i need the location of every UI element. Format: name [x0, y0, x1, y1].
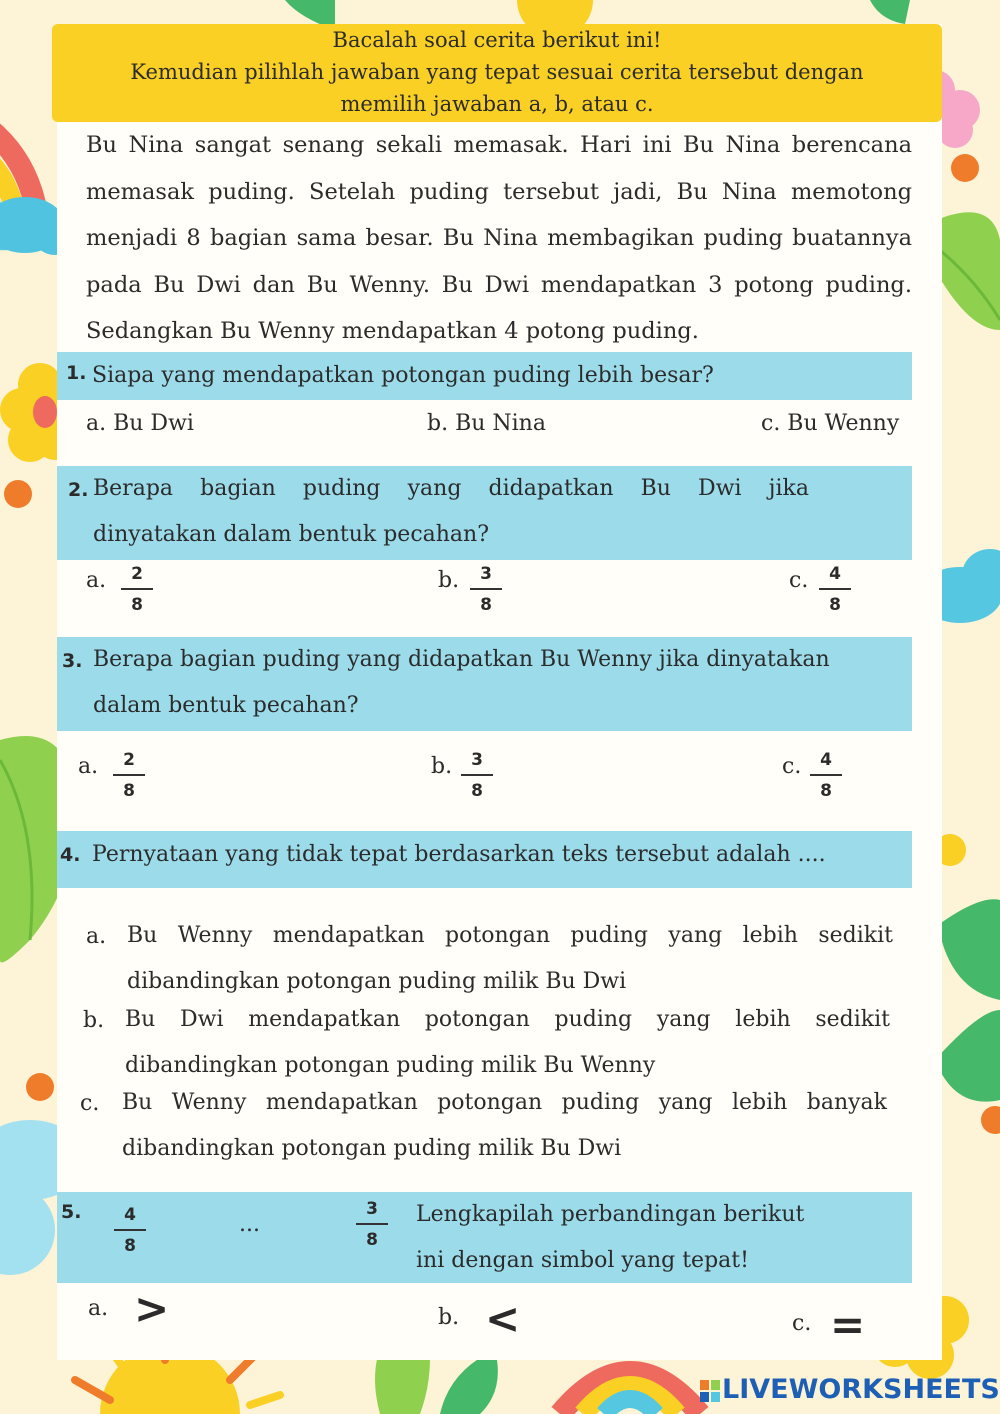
denominator: 8 [820, 781, 832, 801]
q2-option-c-label[interactable]: c. [789, 568, 809, 593]
q5-option-c-equals[interactable]: = [830, 1300, 866, 1349]
story-paragraph: Bu Nina sangat senang sekali memasak. Hari ini Bu Nina berencana memasak puding. Setelah puding tersebut jadi, Bu Nina memotong menjadi 8 bagian sama besar. Bu Nina membagikan puding buatannya pada Bu Dwi dan Bu Wenny. Bu Dwi mendapatkan 3 potong puding. Sedangkan Bu Wenny mendapatkan 4 potong puding. [86, 132, 912, 344]
leaf-right-low [935, 1010, 1000, 1102]
fraction-bar [819, 588, 851, 590]
denominator: 8 [829, 595, 841, 615]
q3-option-c-fraction[interactable] [810, 749, 842, 802]
q4-option-c-label[interactable]: c. [80, 1091, 100, 1116]
dot-left-1 [4, 480, 32, 508]
instruction-line-3: memilih jawaban a, b, atau c. [340, 92, 654, 116]
q5-option-a-greater-than[interactable]: > [134, 1284, 170, 1333]
q2-option-a-fraction[interactable] [121, 563, 153, 616]
question-5-line-2: ini dengan simbol yang tepat! [416, 1248, 749, 1273]
fraction-bar [470, 588, 502, 590]
q3-option-b-fraction[interactable] [461, 749, 493, 802]
q3-option-c-label[interactable]: c. [782, 754, 802, 779]
q4-option-a-line-2[interactable]: dibandingkan potongan puding milik Bu Dwi [127, 969, 627, 994]
q5-option-c-label[interactable]: c. [792, 1311, 812, 1336]
q4-option-b-line-1[interactable]: Bu Dwi mendapatkan potongan puding yang lebih sedikit [125, 1007, 890, 1032]
q2-option-a-label[interactable]: a. [86, 568, 107, 593]
numerator: 4 [820, 750, 832, 770]
instruction-header [52, 24, 942, 122]
q4-option-b-label[interactable]: b. [83, 1008, 105, 1033]
q5-right-fraction [356, 1198, 388, 1251]
question-1-number: 1. [66, 362, 87, 384]
q5-blank[interactable]: ... [239, 1212, 260, 1237]
q4-option-b-line-2[interactable]: dibandingkan potongan puding milik Bu Wenny [125, 1053, 656, 1078]
q5-option-a-label[interactable]: a. [88, 1296, 109, 1321]
question-4-text: Pernyataan yang tidak tepat berdasarkan teks tersebut adalah .... [92, 842, 826, 867]
instruction-line-1: Bacalah soal cerita berikut ini! [332, 28, 662, 52]
q4-option-c-line-1[interactable]: Bu Wenny mendapatkan potongan puding yang lebih banyak [122, 1090, 887, 1115]
question-2-line-1: Berapa bagian puding yang didapatkan Bu Dwi jika [93, 476, 809, 501]
q2-option-c-fraction[interactable] [819, 563, 851, 616]
q2-option-b-fraction[interactable] [470, 563, 502, 616]
numerator: 4 [829, 564, 841, 584]
q3-option-a-label[interactable]: a. [78, 754, 99, 779]
q4-option-a-label[interactable]: a. [86, 924, 107, 949]
fraction-bar [461, 774, 493, 776]
denominator: 8 [124, 1236, 136, 1256]
fraction-bar [113, 774, 145, 776]
question-3-number: 3. [62, 650, 83, 672]
q1-option-b[interactable]: b. Bu Nina [427, 411, 546, 436]
leaf-right-mid [938, 899, 1000, 1000]
leaf-top-right [870, 0, 910, 24]
numerator: 3 [366, 1199, 378, 1219]
numerator: 4 [124, 1205, 136, 1225]
fraction-bar [356, 1223, 388, 1225]
numerator: 2 [123, 750, 135, 770]
numerator: 3 [471, 750, 483, 770]
denominator: 8 [131, 595, 143, 615]
denominator: 8 [480, 595, 492, 615]
liveworksheets-watermark: LIVEWORKSHEETS [722, 1374, 1000, 1405]
q4-option-c-line-2[interactable]: dibandingkan potongan puding milik Bu Dwi [122, 1136, 622, 1161]
question-4-number: 4. [60, 844, 81, 866]
q4-option-a-line-1[interactable]: Bu Wenny mendapatkan potongan puding yang lebih sedikit [127, 923, 893, 948]
question-3-line-1: Berapa bagian puding yang didapatkan Bu Wenny jika dinyatakan [93, 647, 830, 672]
numerator: 3 [480, 564, 492, 584]
question-5-number: 5. [61, 1201, 82, 1223]
fraction-bar [114, 1229, 146, 1231]
question-2-line-2: dinyatakan dalam bentuk pecahan? [93, 522, 489, 547]
dot-left-2 [26, 1073, 54, 1101]
q1-option-c[interactable]: c. Bu Wenny [761, 411, 900, 436]
q2-option-b-label[interactable]: b. [438, 568, 460, 593]
q3-option-a-fraction[interactable] [113, 749, 145, 802]
q5-option-b-less-than[interactable]: < [485, 1294, 521, 1343]
fraction-bar [810, 774, 842, 776]
q1-option-a[interactable]: a. Bu Dwi [86, 411, 194, 436]
question-2-number: 2. [68, 479, 89, 501]
denominator: 8 [366, 1230, 378, 1250]
question-3-line-2: dalam bentuk pecahan? [93, 693, 359, 718]
numerator: 2 [131, 564, 143, 584]
liveworksheets-logo-icon [700, 1380, 720, 1402]
question-1-text: Siapa yang mendapatkan potongan puding lebih besar? [92, 363, 714, 388]
question-5-line-1: Lengkapilah perbandingan berikut [416, 1202, 805, 1227]
q5-left-fraction [114, 1204, 146, 1257]
q5-option-b-label[interactable]: b. [438, 1305, 460, 1330]
dot-right-1 [951, 154, 979, 182]
q3-option-b-label[interactable]: b. [431, 754, 453, 779]
instruction-line-2: Kemudian pilihlah jawaban yang tepat sesuai cerita tersebut dengan [130, 60, 864, 84]
rainbow-bottom [560, 1372, 700, 1414]
denominator: 8 [123, 781, 135, 801]
dot-right-3 [981, 1106, 1000, 1134]
denominator: 8 [471, 781, 483, 801]
fraction-bar [121, 588, 153, 590]
